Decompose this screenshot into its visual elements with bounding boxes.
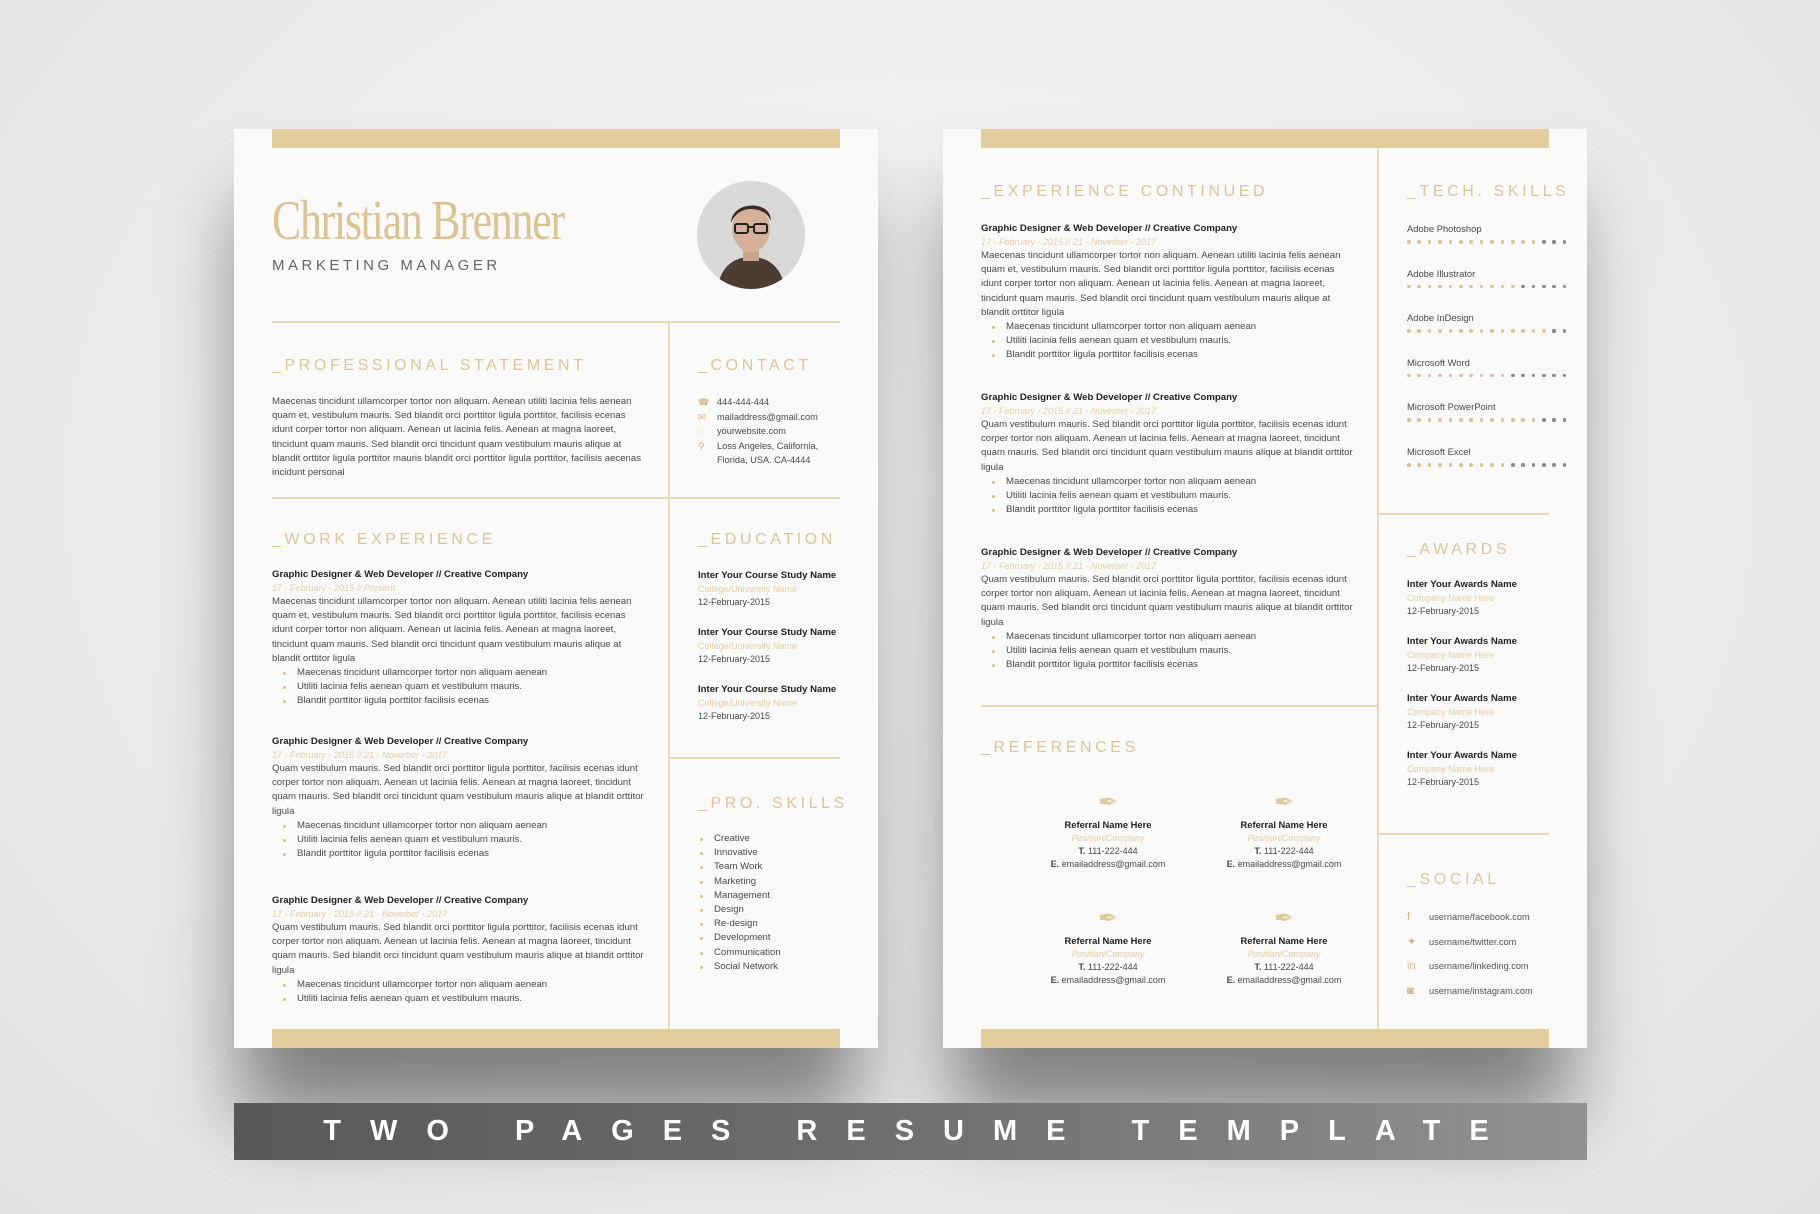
award-company: Company Name Here xyxy=(1407,650,1495,660)
rating-dot xyxy=(1407,329,1411,333)
rating-dot xyxy=(1469,463,1473,467)
job-title: Graphic Designer & Web Developer // Creative Company xyxy=(272,895,529,906)
social-heading: _SOCIAL xyxy=(1407,871,1500,888)
pro-skill-item: Creative xyxy=(714,832,874,846)
reference-name: Referral Name Here xyxy=(1240,935,1328,946)
job-date: 17 - February - 2015 // 21 - Noverber - 2017 xyxy=(981,237,1157,247)
rating-dot xyxy=(1552,418,1556,422)
rating-dot xyxy=(1511,374,1515,378)
contact-item: ⚲ Loss Angeles, California, Florida, USA. CA-4444 xyxy=(698,439,858,468)
rating-dot xyxy=(1501,285,1505,289)
rating-dot xyxy=(1542,329,1546,333)
mail-icon: ✉ xyxy=(698,411,706,422)
tech-skill-name: Adobe Illustrator xyxy=(1407,267,1476,279)
rating-dot xyxy=(1417,418,1421,422)
rating-dot xyxy=(1438,463,1442,467)
reference-position: Position/Company xyxy=(1071,949,1145,959)
tech-skills-list xyxy=(1407,223,1567,491)
banner-caption: TWO PAGES RESUME TEMPLATE xyxy=(234,1103,1587,1160)
job-bullets xyxy=(272,666,647,709)
job-entry xyxy=(272,895,647,1006)
rating-dot xyxy=(1532,285,1536,289)
rating-dot xyxy=(1438,240,1442,244)
social-item xyxy=(1407,930,1577,955)
reference-card xyxy=(1199,789,1369,869)
award-name: Inter Your Awards Name xyxy=(1407,693,1518,704)
rating-dot xyxy=(1480,374,1484,378)
pro-skill-item: Social Network xyxy=(714,960,874,974)
pro-skills-list xyxy=(698,832,874,974)
job-bullets xyxy=(981,475,1356,518)
education-item: Inter Your Course Study Name College/University Name 12-February-2015 xyxy=(698,684,837,721)
phone-icon: ☎ xyxy=(698,397,710,407)
rating-dot xyxy=(1563,329,1567,333)
rating-dot xyxy=(1563,240,1567,244)
rating-dot xyxy=(1511,285,1515,289)
reference-name: Referral Name Here xyxy=(1240,819,1328,830)
rating-dot xyxy=(1428,463,1432,467)
job-date: 17 - February - 2015 // 21 - Noverber - 2017 xyxy=(981,406,1157,416)
job-description: Quam vestibulum mauris. Sed blandit orci porttitor ligula porttitor, facilisis ecenas idunt corper tortor non aliquam. Aenean ut lacinia felis. Aenean at magna laoreet, tincidunt quam mauris. Sed blandit orci tincidunt quam vestibulum mauris alique at blandit orttitor ligula xyxy=(272,922,644,976)
phone-value: 111-222-444 xyxy=(1263,846,1314,856)
job-bullet: Maecenas tincidunt ullamcorper tortor non aliquam aenean xyxy=(1006,475,1356,489)
social-link[interactable]: username/twitter.com xyxy=(1429,936,1517,947)
award-date: 12-February-2015 xyxy=(1407,606,1480,616)
reference-email xyxy=(1023,975,1193,985)
award-name: Inter Your Awards Name xyxy=(1407,750,1518,761)
job-bullet: Blandit porttitor ligula porttitor facilisis ecenas xyxy=(297,694,647,708)
reference-email xyxy=(1199,975,1369,985)
rating-dot xyxy=(1490,240,1494,244)
reference-position: Position/Company xyxy=(1247,833,1321,843)
divider xyxy=(272,497,840,499)
candidate-name: Christian Brenner xyxy=(272,190,564,252)
tech-skill-name: Microsoft Excel xyxy=(1407,445,1471,457)
job-date: 17 - February - 2015 // 21 - Noverber - 2017 xyxy=(981,561,1157,571)
job-title: Graphic Designer & Web Developer // Creative Company xyxy=(272,569,529,580)
job-title: Graphic Designer & Web Developer // Creative Company xyxy=(981,392,1238,403)
pro-skill-item: Re-design xyxy=(714,917,874,931)
pro-skill-item: Marketing xyxy=(714,875,874,889)
resume-page-1 xyxy=(234,129,878,1048)
rating-dot xyxy=(1459,374,1463,378)
job-bullet: Utiliti lacinia felis aenean quam et vestibulum mauris. xyxy=(297,680,647,694)
email-value: emailaddress@gmail.com xyxy=(1237,859,1342,869)
phone-value: 111-222-444 xyxy=(1087,962,1138,972)
job-description: Maecenas tincidunt ullamcorper tortor non aliquam. Aenean utiliti lacinia felis aenean quam et, vestibulum mauris. Sed blandit orci porttitor ligula porttitor, facilisis ecenas idunt corper tortor non aliquam. Aenean ut lacinia felis. Aenean at magna laoreet, tincidunt quam mauris. Sed blandit orci tincidunt quam vestibulum mauris alique at blandit orttitor ligula xyxy=(272,596,632,664)
rating-dot xyxy=(1449,285,1453,289)
rating-dot xyxy=(1532,374,1536,378)
rating-dot xyxy=(1480,418,1484,422)
reference-card xyxy=(1023,789,1193,869)
tech-skill-item xyxy=(1407,401,1567,422)
reference-phone xyxy=(1023,846,1193,856)
rating-dot xyxy=(1480,463,1484,467)
email-label: E. xyxy=(1226,859,1236,869)
award-name: Inter Your Awards Name xyxy=(1407,636,1518,647)
divider xyxy=(272,321,840,323)
top-accent-bar xyxy=(272,129,840,148)
rating-dot xyxy=(1428,240,1432,244)
work-experience-heading: _WORK EXPERIENCE xyxy=(272,531,496,548)
rating-dot xyxy=(1407,240,1411,244)
rating-dot xyxy=(1428,418,1432,422)
rating-dot xyxy=(1542,240,1546,244)
reference-position: Position/Company xyxy=(1247,949,1321,959)
social-link[interactable]: username/instagram.com xyxy=(1429,985,1533,996)
rating-dot xyxy=(1490,329,1494,333)
rating-dot xyxy=(1552,374,1556,378)
rating-dot xyxy=(1449,418,1453,422)
quill-icon: ✒ xyxy=(1273,905,1295,932)
rating-dot xyxy=(1563,463,1567,467)
contact-list xyxy=(698,395,858,468)
rating-dot xyxy=(1563,418,1567,422)
pro-skill-item: Management xyxy=(714,889,874,903)
contact-item: ✉ mailaddress@gmail.com xyxy=(698,410,858,425)
reference-card xyxy=(1199,905,1369,985)
rating-dot xyxy=(1501,463,1505,467)
award-item xyxy=(1407,579,1567,616)
reference-email xyxy=(1023,859,1193,869)
education-item: Inter Your Course Study Name College/University Name 12-February-2015 xyxy=(698,570,837,607)
job-title: MARKETING MANAGER xyxy=(272,257,501,274)
rating-dot xyxy=(1438,329,1442,333)
job-date: 17 - February - 2015 // Present xyxy=(272,583,396,593)
profile-photo xyxy=(697,181,805,289)
divider xyxy=(1379,833,1549,835)
phone-value: 111-222-444 xyxy=(1087,846,1138,856)
reference-name: Referral Name Here xyxy=(1064,935,1152,946)
rating-dot xyxy=(1490,285,1494,289)
social-item xyxy=(1407,905,1577,930)
skill-rating xyxy=(1407,418,1567,422)
rating-dot xyxy=(1490,463,1494,467)
job-bullets xyxy=(272,978,647,1006)
skill-rating xyxy=(1407,463,1567,467)
reference-phone xyxy=(1199,962,1369,972)
rating-dot xyxy=(1480,240,1484,244)
job-description: Quam vestibulum mauris. Sed blandit orci porttitor ligula porttitor, facilisis ecenas idunt corper tortor non aliquam. Aenean ut lacinia felis. Aenean at magna laoreet, tincidunt quam mauris. Sed blandit orci tincidunt quam vestibulum mauris alique at blandit orttitor ligula xyxy=(981,419,1353,473)
rating-dot xyxy=(1480,285,1484,289)
pro-skill-item: Innovative xyxy=(714,846,874,860)
rating-dot xyxy=(1459,329,1463,333)
rating-dot xyxy=(1428,374,1432,378)
rating-dot xyxy=(1459,463,1463,467)
job-description: Maecenas tincidunt ullamcorper tortor non aliquam. Aenean utiliti lacinia felis aenean quam et, vestibulum mauris. Sed blandit orci porttitor ligula porttitor, facilisis ecenas idunt corper tortor non aliquam. Aenean ut lacinia felis. Aenean at magna laoreet, tincidunt quam mauris. Sed blandit orci tincidunt quam vestibulum mauris alique at blandit orttitor ligula xyxy=(981,250,1341,318)
professional-statement-heading: _PROFESSIONAL STATEMENT xyxy=(272,357,587,374)
skill-rating xyxy=(1407,285,1567,289)
rating-dot xyxy=(1542,285,1546,289)
award-date: 12-February-2015 xyxy=(1407,777,1480,787)
quill-icon: ✒ xyxy=(1273,789,1295,816)
reference-email xyxy=(1199,859,1369,869)
rating-dot xyxy=(1469,418,1473,422)
phone-label: T. xyxy=(1078,962,1086,972)
job-entry xyxy=(981,547,1356,672)
linkedin-icon: in xyxy=(1407,960,1416,973)
job-bullet: Utiliti lacinia felis aenean quam et vestibulum mauris. xyxy=(297,833,647,847)
rating-dot xyxy=(1428,285,1432,289)
award-company: Company Name Here xyxy=(1407,707,1495,717)
rating-dot xyxy=(1501,418,1505,422)
rating-dot xyxy=(1438,285,1442,289)
social-item xyxy=(1407,954,1577,979)
rating-dot xyxy=(1521,329,1525,333)
job-title: Graphic Designer & Web Developer // Creative Company xyxy=(981,547,1238,558)
email-value: emailaddress@gmail.com xyxy=(1061,975,1166,985)
rating-dot xyxy=(1501,240,1505,244)
rating-dot xyxy=(1511,329,1515,333)
contact-heading: _CONTACT xyxy=(698,357,812,374)
divider xyxy=(670,757,840,759)
rating-dot xyxy=(1438,374,1442,378)
job-date: 17 - February - 2015 // 21 - Noverber - 2017 xyxy=(272,909,448,919)
rating-dot xyxy=(1407,374,1411,378)
job-bullet: Maecenas tincidunt ullamcorper tortor non aliquam aenean xyxy=(1006,320,1356,334)
phone-label: T. xyxy=(1078,846,1086,856)
tech-skill-item xyxy=(1407,446,1567,467)
column-divider xyxy=(668,322,670,1029)
email-label: E. xyxy=(1050,975,1060,985)
rating-dot xyxy=(1407,285,1411,289)
award-company: Company Name Here xyxy=(1407,593,1495,603)
twitter-icon: ✦ xyxy=(1407,936,1417,949)
social-link[interactable]: username/facebook.com xyxy=(1429,912,1530,923)
job-title: Graphic Designer & Web Developer // Creative Company xyxy=(981,223,1238,234)
rating-dot xyxy=(1511,418,1515,422)
award-item xyxy=(1407,693,1567,730)
awards-heading: _AWARDS xyxy=(1407,541,1511,558)
tech-skill-item xyxy=(1407,268,1567,289)
rating-dot xyxy=(1552,329,1556,333)
job-bullet: Maecenas tincidunt ullamcorper tortor non aliquam aenean xyxy=(297,978,647,992)
rating-dot xyxy=(1469,285,1473,289)
rating-dot xyxy=(1449,374,1453,378)
rating-dot xyxy=(1428,329,1432,333)
tech-skill-name: Adobe Photoshop xyxy=(1407,223,1482,234)
references-heading: _REFERENCES xyxy=(981,739,1139,756)
pro-skill-item: Design xyxy=(714,903,874,917)
rating-dot xyxy=(1459,285,1463,289)
rating-dot xyxy=(1542,463,1546,467)
award-name: Inter Your Awards Name xyxy=(1407,579,1518,590)
contact-item: ◌ yourwebsite.com xyxy=(698,424,858,439)
rating-dot xyxy=(1532,329,1536,333)
award-company: Company Name Here xyxy=(1407,764,1495,774)
job-title: Graphic Designer & Web Developer // Creative Company xyxy=(272,736,529,747)
contact-item: ☎ 444-444-444 xyxy=(698,395,858,410)
rating-dot xyxy=(1521,463,1525,467)
rating-dot xyxy=(1417,463,1421,467)
rating-dot xyxy=(1511,463,1515,467)
tech-skill-name: Microsoft PowerPoint xyxy=(1407,401,1496,413)
location-icon: ⚲ xyxy=(698,440,705,451)
tech-skills-heading: _TECH. SKILLS xyxy=(1407,183,1570,200)
rating-dot xyxy=(1563,374,1567,378)
rating-dot xyxy=(1552,463,1556,467)
job-bullet: Blandit porttitor ligula porttitor facilisis ecenas xyxy=(1006,348,1356,362)
rating-dot xyxy=(1469,374,1473,378)
job-description: Quam vestibulum mauris. Sed blandit orci porttitor ligula porttitor, facilisis ecenas idunt corper tortor non aliquam. Aenean ut lacinia felis. Aenean at magna laoreet, tincidunt quam mauris. Sed blandit orci tincidunt quam vestibulum mauris alique at blandit orttitor ligula xyxy=(272,763,644,817)
divider xyxy=(981,705,1377,707)
resume-page-2 xyxy=(943,129,1587,1048)
social-item xyxy=(1407,979,1577,1004)
professional-statement-text: Maecenas tincidunt ullamcorper tortor non aliquam. Aenean utiliti lacinia felis aenean quam et, vestibulum mauris. Sed blandit orci porttitor ligula porttitor, facilisis ecenas idunt corper tortor non aliquam. Aenean ut lacinia felis. Aenean at magna laoreet, tincidunt quam mauris. Sed blandit orci tincidunt quam vestibulum mauris alique at blandit orttitor ligula porttitor mauris blandit orci porttitor ligula porttitor, facilisis aecenas incidunt personal xyxy=(272,396,641,479)
social-link[interactable]: username/linkeding.com xyxy=(1429,961,1529,972)
reference-position: Position/Company xyxy=(1071,833,1145,843)
rating-dot xyxy=(1469,240,1473,244)
rating-dot xyxy=(1417,329,1421,333)
tech-skill-item xyxy=(1407,312,1567,333)
skill-rating xyxy=(1407,374,1567,378)
rating-dot xyxy=(1407,463,1411,467)
pro-skill-item: Communication xyxy=(714,946,874,960)
facebook-icon: f xyxy=(1407,911,1411,924)
rating-dot xyxy=(1501,329,1505,333)
rating-dot xyxy=(1407,418,1411,422)
rating-dot xyxy=(1532,418,1536,422)
job-bullet: Blandit porttitor ligula porttitor facilisis ecenas xyxy=(1006,658,1356,672)
tech-skill-item xyxy=(1407,357,1567,378)
email-label: E. xyxy=(1226,975,1236,985)
rating-dot xyxy=(1563,285,1567,289)
rating-dot xyxy=(1501,374,1505,378)
reference-name: Referral Name Here xyxy=(1064,819,1152,830)
experience-continued-heading: _EXPERIENCE CONTINUED xyxy=(981,183,1269,200)
award-date: 12-February-2015 xyxy=(1407,663,1480,673)
education-heading: _EDUCATION xyxy=(698,531,836,548)
tech-skill-name: Adobe InDesign xyxy=(1407,312,1474,324)
tech-skill-name: Microsoft Word xyxy=(1407,356,1470,368)
rating-dot xyxy=(1449,240,1453,244)
job-date: 17 - February - 2015 // 21 - Noverber - 2017 xyxy=(272,750,448,760)
quill-icon: ✒ xyxy=(1097,905,1119,932)
education-list xyxy=(698,570,858,741)
phone-value: 111-222-444 xyxy=(1263,962,1314,972)
rating-dot xyxy=(1542,374,1546,378)
rating-dot xyxy=(1417,240,1421,244)
rating-dot xyxy=(1449,329,1453,333)
rating-dot xyxy=(1511,240,1515,244)
rating-dot xyxy=(1552,285,1556,289)
rating-dot xyxy=(1521,418,1525,422)
rating-dot xyxy=(1449,463,1453,467)
job-bullet: Utiliti lacinia felis aenean quam et vestibulum mauris. xyxy=(1006,334,1356,348)
social-list xyxy=(1407,905,1577,1003)
job-entry xyxy=(272,736,647,861)
rating-dot xyxy=(1480,329,1484,333)
rating-dot xyxy=(1532,463,1536,467)
email-value: emailaddress@gmail.com xyxy=(1061,859,1166,869)
rating-dot xyxy=(1469,329,1473,333)
job-bullet: Utiliti lacinia felis aenean quam et vestibulum mauris. xyxy=(1006,644,1356,658)
phone-label: T. xyxy=(1254,962,1262,972)
job-bullet: Maecenas tincidunt ullamcorper tortor non aliquam aenean xyxy=(1006,630,1356,644)
column-divider xyxy=(1377,148,1379,1029)
pro-skills-heading: _PRO. SKILLS xyxy=(698,795,848,812)
award-date: 12-February-2015 xyxy=(1407,720,1480,730)
quill-icon: ✒ xyxy=(1097,789,1119,816)
skill-rating xyxy=(1407,240,1567,244)
rating-dot xyxy=(1438,418,1442,422)
email-value: emailaddress@gmail.com xyxy=(1237,975,1342,985)
rating-dot xyxy=(1459,418,1463,422)
job-bullet: Blandit porttitor ligula porttitor facilisis ecenas xyxy=(1006,503,1356,517)
phone-label: T. xyxy=(1254,846,1262,856)
job-bullet: Blandit porttitor ligula porttitor facilisis ecenas xyxy=(297,847,647,861)
rating-dot xyxy=(1459,240,1463,244)
tech-skill-item xyxy=(1407,223,1567,244)
reference-card xyxy=(1023,905,1193,985)
rating-dot xyxy=(1521,240,1525,244)
reference-phone xyxy=(1023,962,1193,972)
rating-dot xyxy=(1552,240,1556,244)
rating-dot xyxy=(1417,285,1421,289)
rating-dot xyxy=(1542,418,1546,422)
rating-dot xyxy=(1490,374,1494,378)
job-bullet: Utiliti lacinia felis aenean quam et vestibulum mauris. xyxy=(1006,489,1356,503)
job-bullets xyxy=(981,630,1356,673)
rating-dot xyxy=(1521,285,1525,289)
rating-dot xyxy=(1521,374,1525,378)
pro-skill-item: Team Work xyxy=(714,860,874,874)
job-entry xyxy=(981,223,1356,363)
award-item xyxy=(1407,636,1567,673)
top-accent-bar xyxy=(981,129,1549,148)
reference-phone xyxy=(1199,846,1369,856)
bottom-accent-bar xyxy=(272,1029,840,1048)
globe-icon: ◌ xyxy=(698,426,704,436)
rating-dot xyxy=(1490,418,1494,422)
job-entry xyxy=(981,392,1356,517)
job-bullet: Maecenas tincidunt ullamcorper tortor non aliquam aenean xyxy=(297,666,647,680)
email-label: E. xyxy=(1050,859,1060,869)
job-bullets xyxy=(272,819,647,862)
rating-dot xyxy=(1532,240,1536,244)
job-bullet: Utiliti lacinia felis aenean quam et vestibulum mauris. xyxy=(297,992,647,1006)
job-description: Quam vestibulum mauris. Sed blandit orci porttitor ligula porttitor, facilisis ecenas idunt corper tortor non aliquam. Aenean ut lacinia felis. Aenean at magna laoreet, tincidunt quam mauris. Sed blandit orci tincidunt quam vestibulum mauris alique at blandit orttitor ligula xyxy=(981,574,1353,628)
divider xyxy=(1379,513,1549,515)
skill-rating xyxy=(1407,329,1567,333)
instagram-icon: ◙ xyxy=(1407,984,1414,997)
awards-list xyxy=(1407,579,1567,807)
pro-skill-item: Development xyxy=(714,931,874,945)
job-entry xyxy=(272,569,647,709)
education-item: Inter Your Course Study Name College/University Name 12-February-2015 xyxy=(698,627,837,664)
rating-dot xyxy=(1417,374,1421,378)
bottom-accent-bar xyxy=(981,1029,1549,1048)
job-bullet: Maecenas tincidunt ullamcorper tortor non aliquam aenean xyxy=(297,819,647,833)
job-bullets xyxy=(981,320,1356,363)
award-item xyxy=(1407,750,1567,787)
